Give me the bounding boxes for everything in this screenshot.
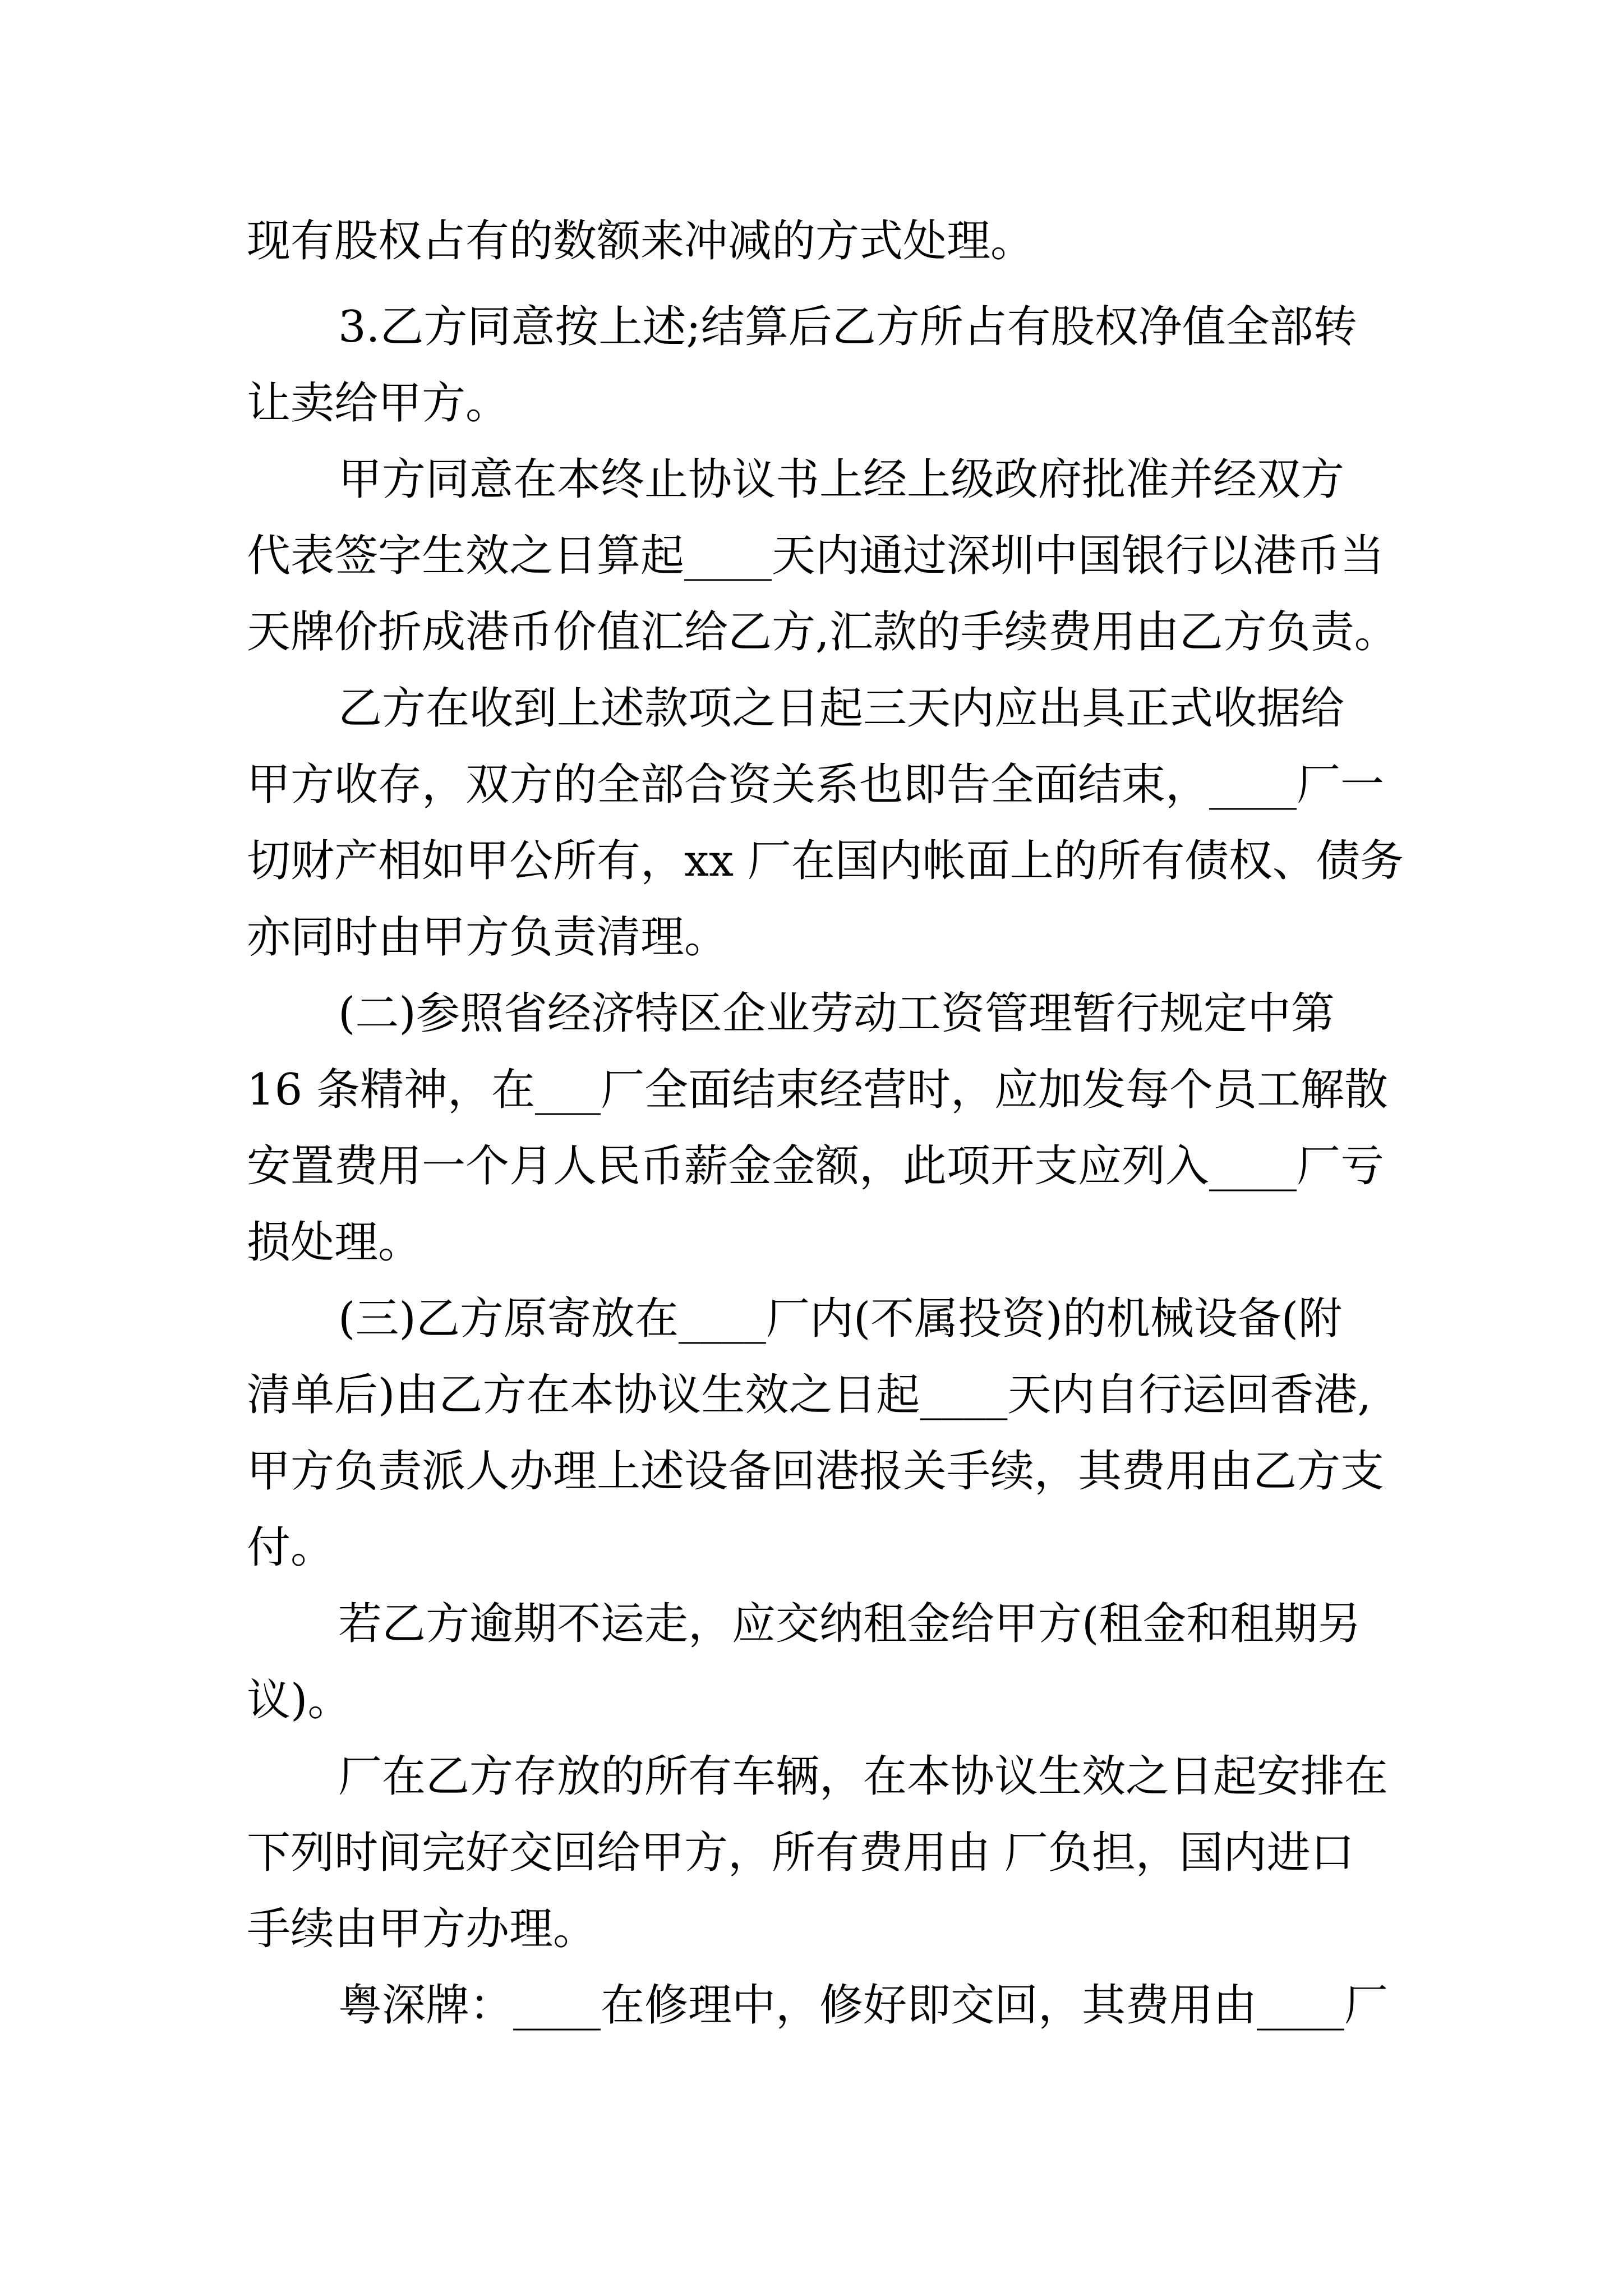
text-line: 天牌价折成港币价值汇给乙方,汇款的手续费用由乙方负责。 [247, 607, 1398, 657]
text-line: 代表签字生效之日算起____天内通过深圳中国银行以港币当 [247, 531, 1385, 581]
text-line: 安置费用一个月人民币薪金金额，此项开支应列入____厂亏 [247, 1141, 1385, 1191]
text-line: 3.乙方同意按上述;结算后乙方所占有股权净值全部转 [338, 302, 1357, 352]
text-line: 乙方在收到上述款项之日起三天内应出具正式收据给 [338, 683, 1345, 734]
text-line: 损处理。 [247, 1217, 422, 1268]
text-line: 清单后)由乙方在本协议生效之日起____天内自行运回香港, [247, 1370, 1372, 1420]
text-line: 手续由甲方办理。 [247, 1904, 597, 1954]
text-line: 切财产相如甲公所有，xx 厂在国内帐面上的所有债权、债务 [247, 836, 1404, 886]
text-line: (二)参照省经济特区企业劳动工资管理暂行规定中第 [338, 988, 1335, 1039]
text-line: 16 条精神，在___厂全面结束经营时，应加发每个员工解散 [247, 1065, 1389, 1115]
text-line: 现有股权占有的数额来冲减的方式处理。 [247, 216, 1035, 266]
text-line: 亦同时由甲方负责清理。 [247, 912, 728, 963]
text-line: 下列时间完好交回给甲方，所有费用由 厂负担，国内进口 [247, 1828, 1354, 1878]
text-line: 议)。 [247, 1675, 352, 1726]
text-line: (三)乙方原寄放在____厂内(不属投资)的机械设备(附 [338, 1294, 1343, 1344]
text-line: 付。 [247, 1522, 335, 1573]
text-line: 甲方收存，双方的全部合资关系也即告全面结束，____厂一 [247, 760, 1385, 810]
text-line: 甲方同意在本终止协议书上经上级政府批准并经双方 [338, 454, 1345, 505]
text-line: 若乙方逾期不运走，应交纳租金给甲方(租金和租期另 [338, 1599, 1362, 1649]
text-line: 粤深牌：____在修理中，修好即交回，其费用由____厂 [338, 1980, 1389, 2031]
text-line: 让卖给甲方。 [247, 378, 510, 429]
text-line: 厂在乙方存放的所有车辆，在本协议生效之日起安排在 [338, 1751, 1389, 1802]
text-line: 甲方负责派人办理上述设备回港报关手续，其费用由乙方支 [247, 1446, 1385, 1497]
